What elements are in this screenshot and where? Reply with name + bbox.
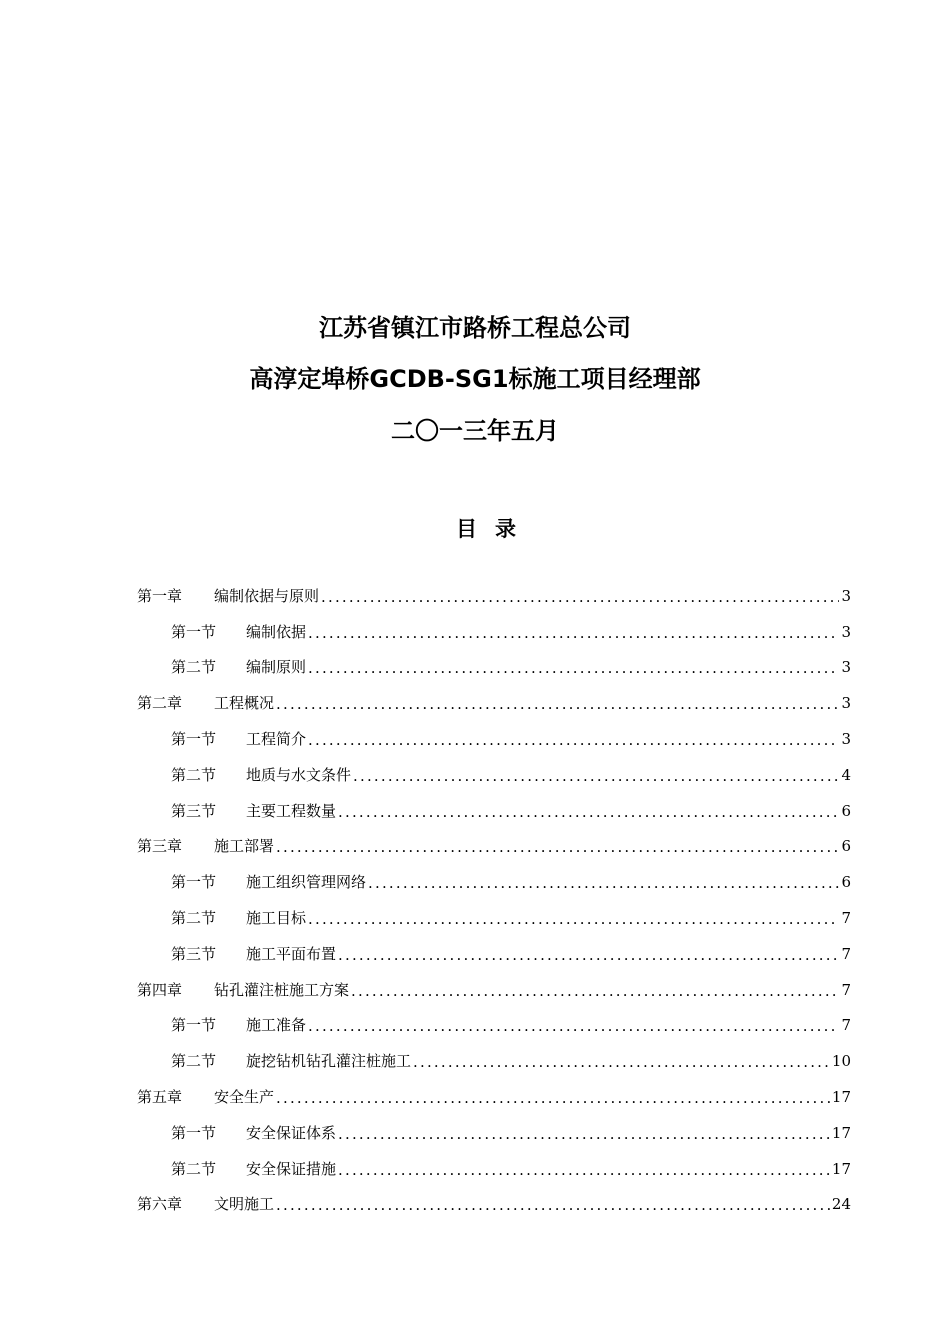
toc-dot-leader [321, 588, 839, 606]
toc-title: 目录 [456, 517, 534, 541]
toc-dot-leader [338, 946, 839, 964]
toc-entry-number: 第一节 [171, 730, 217, 749]
toc-entry[interactable] [137, 829, 851, 865]
toc-entry-number: 第一章 [137, 586, 183, 605]
document-date: 二〇一三年五月 [391, 417, 559, 445]
toc-entry[interactable] [137, 1043, 851, 1079]
toc-entry[interactable] [137, 757, 851, 793]
toc-entry-label: 钻孔灌注桩施工方案 [214, 980, 350, 999]
toc-entry-page: 3 [841, 730, 851, 749]
toc-dot-leader [276, 695, 839, 713]
toc-entry[interactable] [137, 1008, 851, 1044]
toc-dot-leader [276, 1089, 830, 1107]
toc-dot-leader [308, 910, 839, 928]
toc-dot-leader [308, 731, 839, 749]
table-of-contents [137, 578, 851, 1222]
toc-entry-page: 7 [841, 1016, 851, 1035]
toc-dot-leader [338, 1125, 830, 1143]
toc-dot-leader [308, 1017, 839, 1035]
toc-entry-page: 4 [841, 765, 851, 784]
toc-entry-number: 第二节 [171, 909, 217, 928]
toc-dot-leader [353, 767, 839, 785]
toc-entry[interactable] [137, 1115, 851, 1151]
toc-entry[interactable] [137, 1079, 851, 1115]
toc-entry-number: 第二节 [171, 658, 217, 677]
toc-entry-label: 编制依据与原则 [214, 586, 320, 605]
toc-entry-label: 安全保证措施 [246, 1159, 337, 1178]
toc-entry-number: 第六章 [137, 1195, 183, 1214]
toc-dot-leader [276, 838, 839, 856]
toc-entry[interactable] [137, 972, 851, 1008]
toc-entry-number: 第一节 [171, 1016, 217, 1035]
toc-entry[interactable] [137, 1187, 851, 1223]
toc-entry[interactable] [137, 614, 851, 650]
toc-dot-leader [308, 659, 839, 677]
toc-entry-page: 6 [841, 801, 851, 820]
project-department: 高淳定埠桥GCDB-SG1标施工项目经理部 [249, 365, 701, 393]
toc-entry[interactable] [137, 650, 851, 686]
toc-dot-leader [276, 1196, 830, 1214]
toc-entry-label: 主要工程数量 [246, 801, 337, 820]
toc-entry[interactable] [137, 936, 851, 972]
toc-entry-number: 第二章 [137, 694, 183, 713]
toc-entry-label: 安全生产 [214, 1088, 275, 1107]
toc-entry-page: 7 [841, 980, 851, 999]
toc-entry-label: 地质与水文条件 [246, 765, 352, 784]
toc-entry-page: 3 [841, 622, 851, 641]
toc-entry-number: 第二节 [171, 765, 217, 784]
toc-entry-page: 3 [841, 586, 851, 605]
toc-entry-number: 第三节 [171, 944, 217, 963]
toc-entry-label: 编制依据 [246, 622, 307, 641]
toc-entry-number: 第五章 [137, 1088, 183, 1107]
toc-dot-leader [338, 803, 839, 821]
toc-entry-page: 17 [831, 1088, 851, 1107]
toc-entry-page: 24 [831, 1195, 851, 1214]
toc-entry-number: 第一节 [171, 873, 217, 892]
toc-entry-page: 6 [841, 837, 851, 856]
toc-entry-page: 6 [841, 873, 851, 892]
company-name: 江苏省镇江市路桥工程总公司 [319, 314, 631, 342]
toc-entry[interactable] [137, 685, 851, 721]
toc-entry[interactable] [137, 900, 851, 936]
toc-entry[interactable] [137, 793, 851, 829]
toc-entry-number: 第四章 [137, 980, 183, 999]
toc-entry-label: 工程简介 [246, 730, 307, 749]
toc-entry[interactable] [137, 578, 851, 614]
toc-entry-number: 第一节 [171, 1123, 217, 1142]
toc-entry-label: 施工平面布置 [246, 944, 337, 963]
toc-entry-page: 17 [831, 1159, 851, 1178]
toc-entry[interactable] [137, 1151, 851, 1187]
toc-dot-leader [368, 874, 839, 892]
toc-entry-page: 3 [841, 658, 851, 677]
toc-entry[interactable] [137, 721, 851, 757]
toc-entry-page: 3 [841, 694, 851, 713]
toc-entry-number: 第一节 [171, 622, 217, 641]
toc-entry[interactable] [137, 864, 851, 900]
toc-entry-label: 文明施工 [214, 1195, 275, 1214]
toc-entry-label: 施工部署 [214, 837, 275, 856]
toc-entry-number: 第二节 [171, 1052, 217, 1071]
toc-entry-label: 施工准备 [246, 1016, 307, 1035]
toc-entry-page: 7 [841, 909, 851, 928]
toc-entry-page: 10 [831, 1052, 851, 1071]
toc-entry-number: 第二节 [171, 1159, 217, 1178]
toc-entry-number: 第三章 [137, 837, 183, 856]
toc-entry-label: 施工组织管理网络 [246, 873, 367, 892]
toc-entry-page: 7 [841, 944, 851, 963]
toc-dot-leader [413, 1053, 830, 1071]
toc-entry-label: 旋挖钻机钻孔灌注桩施工 [246, 1052, 412, 1071]
toc-dot-leader [338, 1161, 830, 1179]
toc-dot-leader [308, 624, 839, 642]
toc-entry-page: 17 [831, 1123, 851, 1142]
toc-entry-label: 安全保证体系 [246, 1123, 337, 1142]
toc-entry-label: 工程概况 [214, 694, 275, 713]
toc-dot-leader [351, 982, 839, 1000]
toc-entry-number: 第三节 [171, 801, 217, 820]
toc-entry-label: 编制原则 [246, 658, 307, 677]
toc-entry-label: 施工目标 [246, 909, 307, 928]
